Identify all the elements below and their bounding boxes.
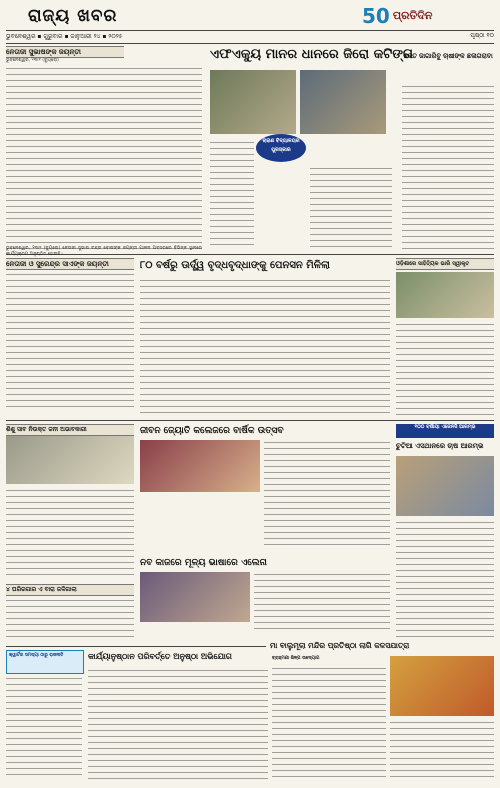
article-photo [390, 656, 494, 716]
article-snippet: ଭୁବନେଶ୍ୱର, ୨୩ା୧ (ବ୍ୟୁରୋ) ନେତାଜୀ ସୁଭାଷ ଚନ୍ଦ୍ର ବୋଷଙ୍କ ଜୟନ୍ତୀ ପାଳନ ଅବସରରେ ବିଭିନ୍ନ ସ୍ଥାନରେ କାର୍ଯ୍ୟକ୍ରମ ଅନୁଷ୍ଠିତ ହୋଇଛି। [6, 246, 202, 257]
article-body [264, 440, 390, 550]
date-bar [6, 30, 494, 44]
article-photo [210, 70, 296, 134]
highlight-box [6, 650, 84, 674]
article-headline: ମା ବାଲୁମୂଲା ମନ୍ଦିର ପ୍ରତିଷ୍ଠା ଲାଗି କଳସଯାତ୍ରା [270, 641, 410, 650]
article-title: ନେତାଜୀ ଓ ସୁରେନ୍ଦ୍ର ସାଏଙ୍କ ଜୟନ୍ତୀ [6, 258, 134, 270]
article-body [6, 272, 134, 412]
article-photo [140, 572, 250, 622]
article-body [396, 322, 494, 418]
article-headline: ଏଫଏକ୍ୟୁ ମାନର ଧାନରେ ଜିରୋ କଟିଙ୍ଗ [210, 47, 413, 62]
article-photo [396, 456, 494, 516]
article-photo [6, 436, 134, 484]
article-title: ଓଡ଼ିଶାରେ ସାହିତ୍ୟିକ ଭାରି ସ୍ୱୀକୃତ [396, 258, 494, 270]
article-title: ଶିଶୁ ସାବ ନିଉକ୍ତ ଜନୀ ଅଭାବକାରୀ [6, 424, 134, 436]
article-title: ନେତାଜୀ ସୁଭାଷଙ୍କ ଜୟନ୍ତୀ [6, 46, 124, 58]
article-body [310, 166, 392, 250]
article-body [402, 84, 494, 250]
article-body [210, 140, 254, 250]
article-body [272, 666, 386, 780]
article-body [396, 520, 494, 640]
brand-name: ପ୍ରତିଦିନ [392, 9, 433, 22]
brand-logo [362, 4, 462, 28]
side-badge: ୧୦୦ ବର୍ଷୀୟା ଏଜେନସି ଆରମ୍ଭ [396, 424, 494, 438]
article-title: କ୍ୱାର୍ଟର ସମସ୍ୟା ଠାରୁ ରାଜନୀତି [9, 653, 64, 658]
article-photo [140, 440, 260, 492]
award-badge: ଚାରାଣ ବିଦ୍ୟାଳୟର ପୁରସ୍କାର [256, 134, 306, 162]
section-title: ରାଜ୍ୟ ଖବର [28, 6, 118, 26]
brand-number: 50 [362, 4, 390, 28]
article-headline: ୮୦ ବର୍ଷରୁ ଊର୍ଦ୍ଧ୍ୱ ବୃଦ୍ଧବୃଦ୍ଧାଙ୍କୁ ପେନସନ ମିଳିଲା [140, 260, 330, 271]
divider [6, 254, 494, 255]
divider [6, 646, 266, 647]
article-headline: ଜବତ ଜାଗାରିବୁ ଚାଷୀଙ୍କ ଛଳାଗରାବା [403, 52, 493, 60]
article-headline: ଜୀବନ ଜ୍ୟୋତି କଲେଜରେ ବାର୍ଷିକ ଉତ୍ସବ [140, 426, 284, 436]
article-headline: ଚୁଟିଆ ଏସଥାନରେ ଚାଷ ଆରମ୍ଭ [396, 442, 484, 450]
article-body [6, 488, 134, 580]
date-line: ଭୁବନେଶ୍ୱର ▪ ଗୁରୁବାର ▪ ଜାନୁଆରୀ ୨୪ ▪ ୨୦୨୫ [6, 33, 123, 40]
article-body [6, 66, 202, 257]
divider [6, 420, 494, 421]
article-title: ୪ ଘରିରଗାର ଏ ବାରା ଜଳିଗାଲା [6, 584, 134, 596]
article-body [254, 572, 390, 634]
article-title: ବ୍ରାହ୍ମଣୀ ଶିଳ୍ପ ଉଦ୍ୟୋଗ [272, 656, 320, 661]
page-number: ପୃଷ୍ଠା ୧୦ [470, 32, 494, 39]
article-photo [396, 272, 494, 318]
article-body [140, 278, 390, 418]
article-body [6, 676, 82, 780]
article-dateline: ଭୁବନେଶ୍ୱର, ୨୩ା୧ (ବ୍ୟୁରୋ) [6, 58, 59, 63]
article-body [88, 668, 268, 780]
article-headline: ନବ କାଜରେ ମୂଳ୍ୟ ଭାଷାରେ ଏଲେନା [140, 558, 267, 568]
article-body [6, 598, 134, 642]
article-photo [300, 70, 386, 134]
article-body [390, 720, 494, 780]
article-headline: କାର୍ଯ୍ୟାନୁଷ୍ଠାନ ପରିବର୍ତ୍ତେ ଅନୁଷ୍ଠା ଅଭିଯୋଗ [88, 652, 232, 661]
